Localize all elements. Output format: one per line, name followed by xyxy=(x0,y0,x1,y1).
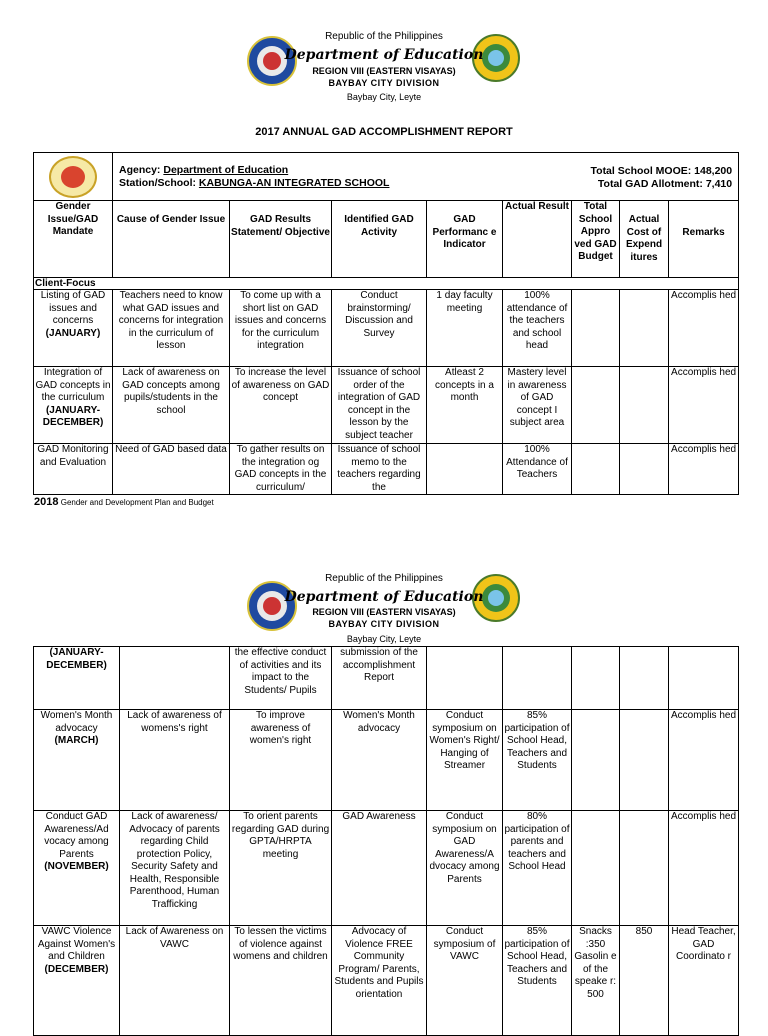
cause-cell: Lack of awareness of womens's right xyxy=(120,710,230,811)
budget-cell xyxy=(572,647,620,710)
indicator-cell: Conduct symposium of VAWC xyxy=(427,926,503,1036)
objective-cell: To increase the level of awareness on GAD concept xyxy=(230,367,332,444)
table-row xyxy=(34,710,739,811)
issue-text: Women's Month advocacy xyxy=(40,710,113,734)
table-row xyxy=(34,926,739,1036)
remarks-cell: Accomplis hed xyxy=(669,444,739,495)
report-title: 2017 ANNUAL GAD ACCOMPLISHMENT REPORT xyxy=(255,126,513,138)
indicator-cell: Atleast 2 concepts in a month xyxy=(427,367,503,444)
department-name: Department of Education xyxy=(284,47,484,63)
budget-cell xyxy=(572,444,620,495)
budget-cell xyxy=(572,290,620,367)
total-gad-allotment: Total GAD Allotment: 7,410 xyxy=(597,178,733,190)
cost-cell xyxy=(620,444,669,495)
col-header-remarks: Remarks xyxy=(669,201,739,278)
cost-cell xyxy=(620,367,669,444)
section-label: Client-Focus xyxy=(34,278,739,290)
activity-cell: Issuance of school memo to the teachers regarding the xyxy=(332,444,427,495)
col-header-budget: Total School Appro ved GAD Budget xyxy=(572,201,620,278)
page-footer xyxy=(34,496,214,508)
objective-cell: To improve awareness of women's right xyxy=(230,710,332,811)
city-line: Baybay City, Leyte xyxy=(346,634,422,644)
col-header-activity: Identified GAD Activity xyxy=(332,201,427,278)
issue-period: (JANUARY-DECEMBER) xyxy=(46,647,107,671)
issue-text: Integration of GAD concepts in the curriculum xyxy=(35,367,111,403)
activity-cell: Conduct brainstorming/ Discussion and Survey xyxy=(332,290,427,367)
agency-row xyxy=(34,153,739,201)
footer-text: Gender and Development Plan and Budget xyxy=(60,498,214,507)
footer-year: 2018 xyxy=(34,496,59,508)
gad-report-table-page2 xyxy=(33,646,739,1036)
republic-line: Republic of the Philippines xyxy=(325,31,443,42)
activity-cell: Women's Month advocacy xyxy=(332,710,427,811)
activity-cell: submission of the accomplishment Report xyxy=(332,647,427,710)
objective-cell: the effective conduct of activities and its impact to the Students/ Pupils xyxy=(230,647,332,710)
objective-cell: To come up with a short list on GAD issues and concerns for the curriculum integration xyxy=(230,290,332,367)
issue-period: (MARCH) xyxy=(54,735,99,746)
col-header-objective: GAD Results Statement/ Objective xyxy=(230,201,332,278)
issue-period: (DECEMBER) xyxy=(44,963,109,975)
objective-cell: To lessen the victims of violence against womens and children xyxy=(230,926,332,1036)
table-row xyxy=(34,367,739,444)
budget-cell xyxy=(572,367,620,444)
issue-period: (JANUARY) xyxy=(45,327,101,339)
cause-cell xyxy=(120,647,230,710)
indicator-cell: 1 day faculty meeting xyxy=(427,290,503,367)
department-name: Department of Education xyxy=(284,589,484,605)
result-cell: Mastery level in awareness of GAD concept I subject area xyxy=(503,367,572,444)
col-header-issue: Gender Issue/GAD Mandate xyxy=(34,201,113,278)
table-row xyxy=(34,444,739,495)
division-line: BAYBAY CITY DIVISION xyxy=(328,78,440,88)
station-value: KABUNGA-AN INTEGRATED SCHOOL xyxy=(198,176,390,189)
table-row xyxy=(34,647,739,710)
section-row xyxy=(34,278,739,290)
issue-text: Conduct GAD Awareness/Ad vocacy among Parents xyxy=(44,811,109,860)
budget-cell xyxy=(572,710,620,811)
indicator-cell xyxy=(427,444,503,495)
division-line: BAYBAY CITY DIVISION xyxy=(328,619,440,629)
cause-cell: Lack of Awareness on VAWC xyxy=(120,926,230,1036)
issue-text: GAD Monitoring and Evaluation xyxy=(37,444,109,468)
school-seal-icon xyxy=(49,156,97,198)
col-header-result: Actual Result xyxy=(503,201,572,278)
activity-cell: Advocacy of Violence FREE Community Program/ Parents, Students and Pupils orientation xyxy=(332,926,427,1036)
cause-cell: Need of GAD based data xyxy=(113,444,230,495)
col-header-indicator: GAD Performanc e Indicator xyxy=(427,201,503,278)
result-cell: 85% participation of School Head, Teachers and Students xyxy=(503,926,572,1036)
cause-cell: Lack of awareness on GAD concepts among pupils/students in the school xyxy=(113,367,230,444)
remarks-cell: Head Teacher, GAD Coordinato r xyxy=(669,926,739,1036)
remarks-cell xyxy=(669,647,739,710)
agency-label: Agency: xyxy=(119,163,161,176)
cause-cell: Teachers need to know what GAD issues and concerns for integration in the curriculum of lesson xyxy=(113,290,230,367)
budget-cell xyxy=(572,811,620,926)
remarks-cell: Accomplis hed xyxy=(669,710,739,811)
result-cell: 80% participation of parents and teachers and School Head xyxy=(503,811,572,926)
region-line: REGION VIII (EASTERN VISAYAS) xyxy=(312,607,456,617)
objective-cell: To orient parents regarding GAD during GPTA/HRPTA meeting xyxy=(230,811,332,926)
table-row xyxy=(34,811,739,926)
result-cell: 85% participation of School Head, Teachers and Students xyxy=(503,710,572,811)
agency-value: Department of Education xyxy=(163,163,289,176)
cost-cell xyxy=(620,647,669,710)
result-cell xyxy=(503,647,572,710)
issue-period: (JANUARY-DECEMBER) xyxy=(42,404,104,428)
activity-cell: Issuance of school order of the integration of GAD concept in the lesson by the subject teacher xyxy=(332,367,427,444)
republic-line: Republic of the Philippines xyxy=(325,573,443,584)
station-label: Station/School: xyxy=(119,176,196,189)
table-row xyxy=(34,290,739,367)
cost-cell: 850 xyxy=(620,926,669,1036)
objective-cell: To gather results on the integration og GAD concepts in the curriculum/ xyxy=(230,444,332,495)
indicator-cell: Conduct symposium on Women's Right/ Hanging of Streamer xyxy=(427,710,503,811)
result-cell: 100% attendance of the teachers and school head xyxy=(503,290,572,367)
activity-cell: GAD Awareness xyxy=(332,811,427,926)
remarks-cell: Accomplis hed xyxy=(669,367,739,444)
result-cell: 100% Attendance of Teachers xyxy=(503,444,572,495)
gad-report-table-page1 xyxy=(33,152,739,495)
budget-cell: Snacks :350 Gasolin e of the speake r: 500 xyxy=(572,926,620,1036)
issue-text: Listing of GAD issues and concerns xyxy=(40,290,106,326)
issue-period: (NOVEMBER) xyxy=(44,861,109,872)
cost-cell xyxy=(620,811,669,926)
region-line: REGION VIII (EASTERN VISAYAS) xyxy=(312,66,456,76)
budget-summary xyxy=(591,165,733,191)
city-line: Baybay City, Leyte xyxy=(346,92,422,102)
remarks-cell: Accomplis hed xyxy=(669,811,739,926)
remarks-cell: Accomplis hed xyxy=(669,290,739,367)
cause-cell: Lack of awareness/ Advocacy of parents regarding Child protection Policy, Security Safety and Health, Responsible Parenthood, Human Trafficking xyxy=(120,811,230,926)
issue-text: VAWC Violence Against Women's and Children xyxy=(37,926,116,962)
cost-cell xyxy=(620,710,669,811)
col-header-cost: Actual Cost of Expend itures xyxy=(620,201,669,278)
indicator-cell xyxy=(427,647,503,710)
col-header-cause: Cause of Gender Issue xyxy=(113,201,230,278)
column-header-row xyxy=(34,201,739,278)
indicator-cell: Conduct symposium on GAD Awareness/A dvocacy among Parents xyxy=(427,811,503,926)
cost-cell xyxy=(620,290,669,367)
total-mooe: Total School MOOE: 148,200 xyxy=(590,165,733,177)
